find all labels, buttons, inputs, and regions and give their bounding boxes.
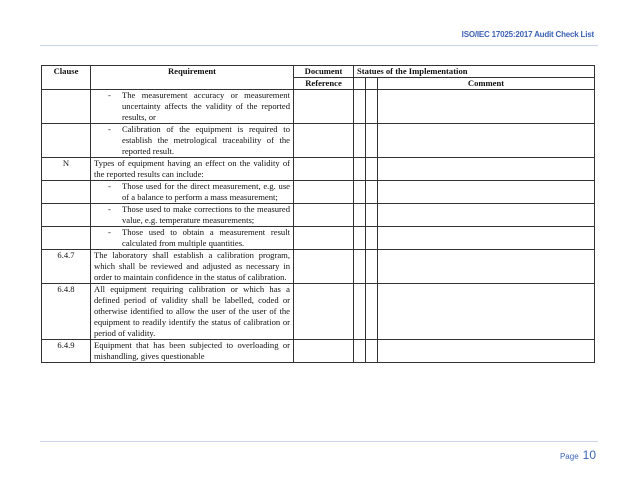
requirement-text: Equipment that has been subjected to overloading or mishandling, gives questionable xyxy=(94,340,290,361)
bullet-text: Those used to obtain a measurement result calculated from multiple quantities. xyxy=(122,227,290,248)
status-box-cell xyxy=(354,340,366,363)
comment-cell xyxy=(378,340,595,363)
clause-cell: N xyxy=(42,158,91,181)
requirement-cell xyxy=(91,340,294,363)
requirement-bullet xyxy=(94,204,290,226)
requirement-cell xyxy=(91,124,294,158)
audit-checklist-table xyxy=(41,65,595,363)
requirement-bullet xyxy=(94,90,290,123)
footer-divider xyxy=(40,441,598,442)
requirement-text: All equipment requiring calibration or which has a defined period of validity shall be labelled, coded or otherwise identified to allow the user of the user of the equipment to readily identify the status of calibration or period of validity. xyxy=(94,284,290,338)
table-row xyxy=(42,90,595,124)
status-box-cell xyxy=(366,227,378,250)
status-box-cell xyxy=(366,250,378,284)
bullet-dash: - xyxy=(108,124,111,134)
document-reference-cell xyxy=(294,250,354,284)
page-number: 10 xyxy=(582,448,596,462)
status-box-cell xyxy=(366,124,378,158)
table-header-row xyxy=(42,66,595,78)
clause-cell xyxy=(42,181,91,204)
clause-cell xyxy=(42,204,91,227)
page-label: Page xyxy=(559,452,579,461)
table-row xyxy=(42,124,595,158)
document-reference-cell xyxy=(294,124,354,158)
table-row xyxy=(42,340,595,363)
col-header-document: Document xyxy=(294,66,354,78)
clause-cell xyxy=(42,90,91,124)
requirement-cell xyxy=(91,181,294,204)
status-box-cell xyxy=(354,204,366,227)
table-row xyxy=(42,204,595,227)
col-header-clause: Clause xyxy=(42,66,91,90)
table-row xyxy=(42,158,595,181)
requirement-text: The laboratory shall establish a calibration program, which shall be reviewed and adjusted as necessary in order to maintain confidence in the status of calibration. xyxy=(94,250,290,282)
status-box-cell xyxy=(354,284,366,340)
comment-cell xyxy=(378,250,595,284)
clause-cell: 6.4.7 xyxy=(42,250,91,284)
status-box-cell xyxy=(366,204,378,227)
bullet-text: Calibration of the equipment is required to establish the metrological traceability of the reported result. xyxy=(122,124,290,156)
requirement-cell xyxy=(91,204,294,227)
status-box-cell xyxy=(366,181,378,204)
document-reference-cell xyxy=(294,227,354,250)
clause-cell xyxy=(42,227,91,250)
bullet-dash: - xyxy=(108,204,111,214)
clause-cell: 6.4.8 xyxy=(42,284,91,340)
document-reference-cell xyxy=(294,204,354,227)
col-header-status-box-1 xyxy=(354,78,366,90)
document-reference-cell xyxy=(294,181,354,204)
requirement-text: Types of equipment having an effect on the validity of the reported results can include: xyxy=(94,158,290,179)
comment-cell xyxy=(378,227,595,250)
comment-cell xyxy=(378,124,595,158)
status-box-cell xyxy=(354,250,366,284)
clause-cell: 6.4.9 xyxy=(42,340,91,363)
document-reference-cell xyxy=(294,284,354,340)
bullet-dash: - xyxy=(108,181,111,191)
document-reference-cell xyxy=(294,340,354,363)
bullet-text: The measurement accuracy or measurement uncertainty affects the validity of the reported results, or xyxy=(122,90,290,122)
table-row xyxy=(42,227,595,250)
table-row xyxy=(42,284,595,340)
comment-cell xyxy=(378,90,595,124)
header-divider xyxy=(40,45,598,46)
col-header-comment: Comment xyxy=(378,78,595,90)
status-box-cell xyxy=(366,158,378,181)
document-reference-cell xyxy=(294,90,354,124)
status-box-cell xyxy=(354,181,366,204)
status-box-cell xyxy=(354,90,366,124)
bullet-text: Those used for the direct measurement, e.g. use of a balance to perform a mass measurement; xyxy=(122,181,290,202)
requirement-cell xyxy=(91,227,294,250)
requirement-bullet xyxy=(94,227,290,249)
comment-cell xyxy=(378,284,595,340)
bullet-dash: - xyxy=(108,227,111,237)
requirement-cell xyxy=(91,90,294,124)
requirement-cell xyxy=(91,250,294,284)
comment-cell xyxy=(378,204,595,227)
col-header-requirement: Requirement xyxy=(91,66,294,90)
document-reference-cell xyxy=(294,158,354,181)
requirement-bullet xyxy=(94,181,290,203)
col-header-status: Statues of the Implementation xyxy=(354,66,595,78)
comment-cell xyxy=(378,181,595,204)
status-box-cell xyxy=(354,124,366,158)
col-header-reference: Reference xyxy=(294,78,354,90)
table-row xyxy=(42,181,595,204)
status-box-cell xyxy=(366,284,378,340)
requirement-cell xyxy=(91,284,294,340)
requirement-cell xyxy=(91,158,294,181)
bullet-dash: - xyxy=(108,90,111,100)
page-header-title: ISO/IEC 17025:2017 Audit Check List xyxy=(461,30,594,39)
table-row xyxy=(42,250,595,284)
requirement-bullet xyxy=(94,124,290,157)
bullet-text: Those used to make corrections to the measured value, e.g. temperature measurements; xyxy=(122,204,290,225)
clause-cell xyxy=(42,124,91,158)
status-box-cell xyxy=(354,227,366,250)
col-header-status-box-2 xyxy=(366,78,378,90)
comment-cell xyxy=(378,158,595,181)
status-box-cell xyxy=(366,340,378,363)
status-box-cell xyxy=(354,158,366,181)
page-footer xyxy=(560,446,596,464)
status-box-cell xyxy=(366,90,378,124)
